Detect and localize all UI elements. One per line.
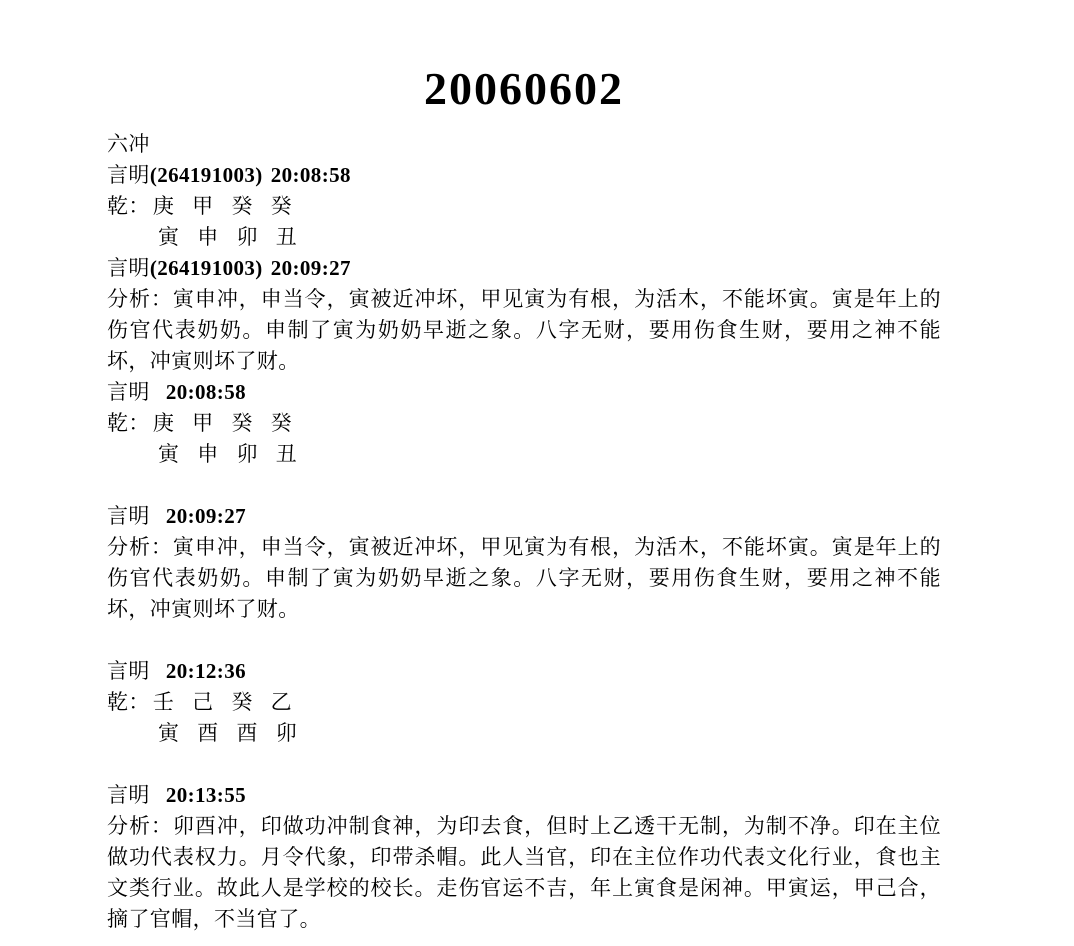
heavenly-stems: 庚 甲 癸 癸 [152, 194, 292, 218]
sender-name: 言明 [107, 504, 150, 528]
blank-line [107, 470, 941, 501]
message-header [107, 501, 941, 532]
sender-name: 言明 [107, 256, 150, 280]
analysis-label: 分析： [107, 287, 173, 311]
message-time: 20:09:27 [270, 256, 351, 280]
bazi-branches-row [107, 718, 941, 749]
analysis-paragraph [107, 532, 941, 625]
gender-label: 乾： [107, 411, 150, 435]
message-time: 20:08:58 [270, 163, 351, 187]
message-time: 20:12:36 [165, 659, 246, 683]
analysis-label: 分析： [107, 814, 173, 838]
analysis-paragraph [107, 284, 941, 377]
bazi-stems-row [107, 687, 941, 718]
message-time: 20:08:58 [165, 380, 246, 404]
message-header [107, 377, 941, 408]
analysis-paragraph [107, 811, 941, 935]
message-header [107, 253, 941, 284]
sender-id: (264191003) [149, 256, 263, 280]
document-title: 20060602 [424, 63, 624, 114]
sender-name: 言明 [107, 659, 150, 683]
analysis-text: 寅申冲，申当令，寅被近冲坏，甲见寅为有根，为活木，不能坏寅。寅是年上的伤官代表奶奶。申制了寅为奶奶早逝之象。八字无财，要用伤食生财，要用之神不能坏，冲寅则坏了财。 [107, 535, 941, 621]
message-header [107, 780, 941, 811]
gender-label: 乾： [107, 194, 150, 218]
message-header [107, 656, 941, 687]
analysis-label: 分析： [107, 535, 173, 559]
heavenly-stems: 壬 己 癸 乙 [152, 690, 292, 714]
sender-name: 言明 [107, 163, 150, 187]
sender-name: 言明 [107, 783, 150, 807]
heavenly-stems: 庚 甲 癸 癸 [152, 411, 292, 435]
earthly-branches: 寅 申 卯 丑 [158, 225, 297, 249]
message-time: 20:13:55 [165, 783, 246, 807]
sender-name: 言明 [107, 380, 150, 404]
bazi-stems-row [107, 408, 941, 439]
bazi-stems-row [107, 191, 941, 222]
analysis-text: 寅申冲，申当令，寅被近冲坏，甲见寅为有根，为活木，不能坏寅。寅是年上的伤官代表奶奶。申制了寅为奶奶早逝之象。八字无财，要用伤食生财，要用之神不能坏，冲寅则坏了财。 [107, 287, 941, 373]
blank-line [107, 625, 941, 656]
bazi-branches-row [107, 439, 941, 470]
topic-line: 六冲 [107, 132, 150, 156]
analysis-text: 卯酉冲，印做功冲制食神，为印去食，但时上乙透干无制，为制不净。印在主位做功代表权力。月令代象，印带杀帽。此人当官，印在主位作功代表文化行业，食也主文类行业。故此人是学校的校长。走伤官运不吉，年上寅食是闲神。甲寅运，甲己合，摘了官帽，不当官了。 [107, 814, 941, 931]
sender-id: (264191003) [149, 163, 263, 187]
bazi-branches-row [107, 222, 941, 253]
message-time: 20:09:27 [165, 504, 246, 528]
earthly-branches: 寅 酉 酉 卯 [158, 721, 297, 745]
blank-line [107, 749, 941, 780]
earthly-branches: 寅 申 卯 丑 [158, 442, 297, 466]
gender-label: 乾： [107, 690, 150, 714]
message-header [107, 160, 941, 191]
